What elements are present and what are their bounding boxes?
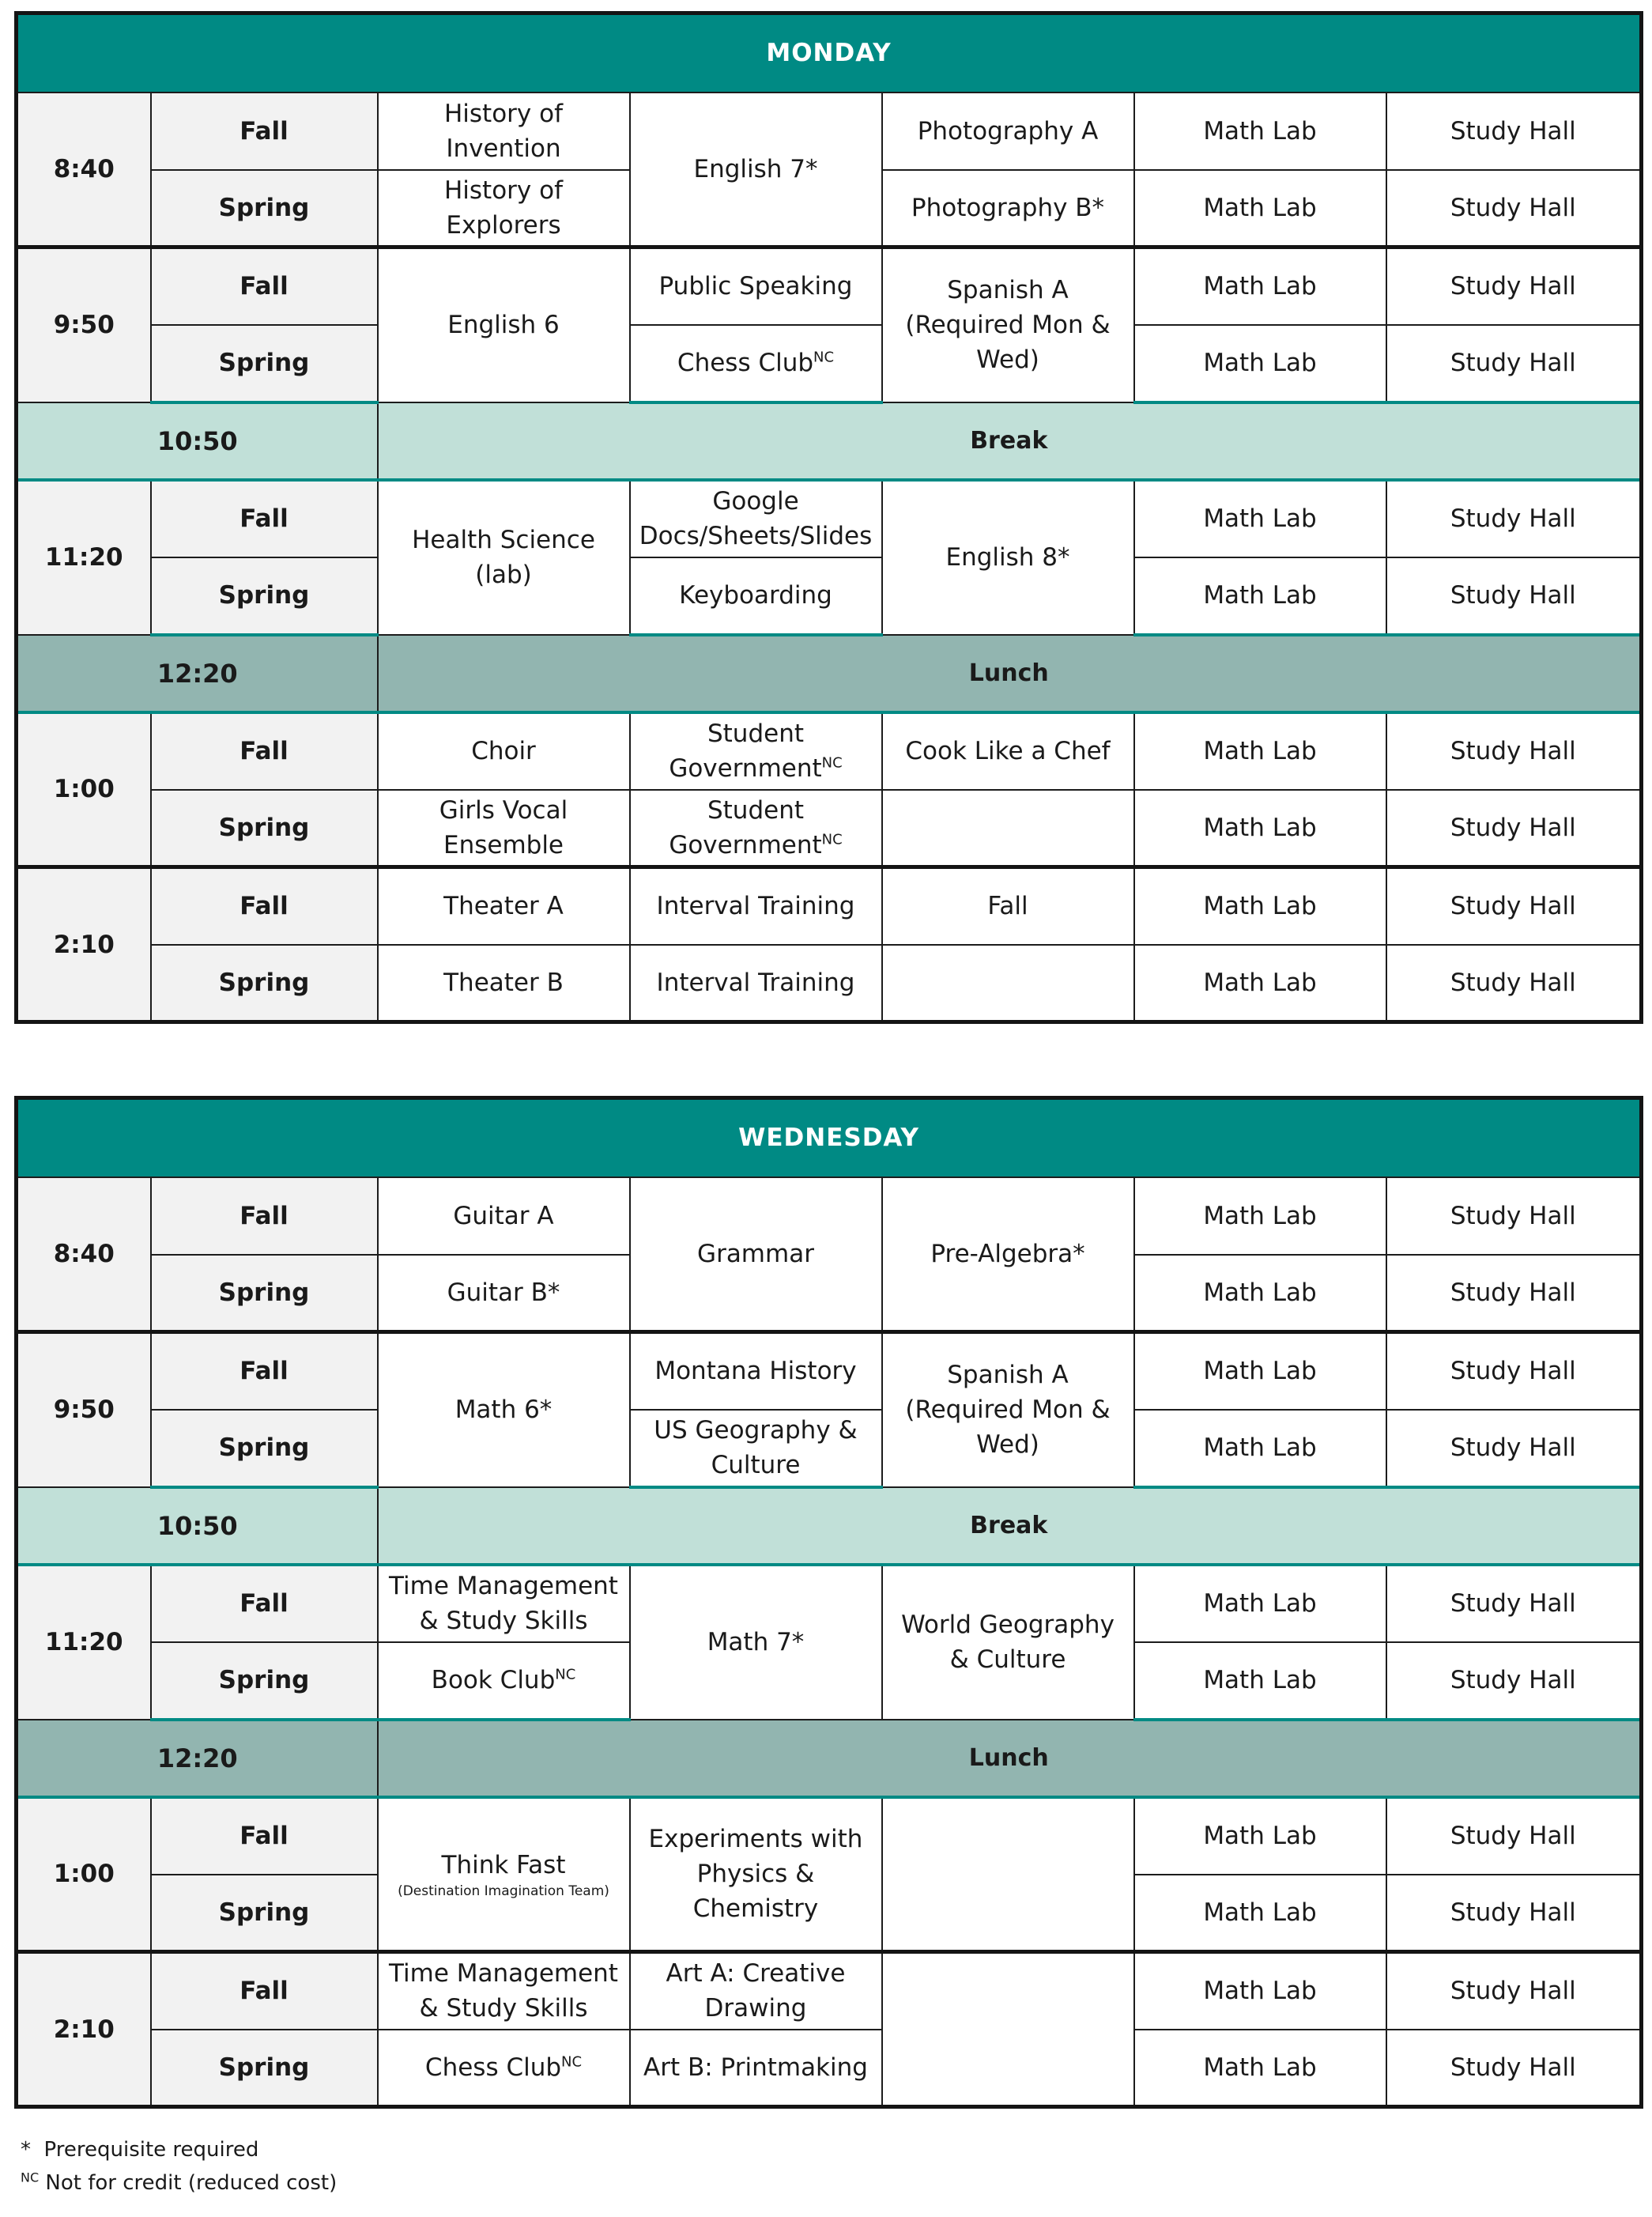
lunch-time: 12:20: [17, 635, 378, 712]
class-cell: Interval Training: [630, 867, 882, 945]
class-cell: Math Lab: [1134, 1565, 1386, 1642]
class-cell: Math Lab: [1134, 247, 1386, 325]
class-cell: Theater A: [378, 867, 630, 945]
class-cell: Experiments with Physics & Chemistry: [630, 1797, 882, 1952]
break-label: Break: [378, 402, 1642, 480]
class-name: Student Government: [669, 795, 822, 859]
class-cell: World Geography & Culture: [882, 1565, 1134, 1720]
fall-label: Fall: [151, 93, 378, 170]
class-cell: Study Hall: [1386, 1642, 1642, 1720]
class-cell: Study Hall: [1386, 867, 1642, 945]
class-cell: Study Hall: [1386, 170, 1642, 247]
time-cell: 8:40: [17, 93, 151, 247]
class-name: Chess Club: [677, 349, 814, 377]
class-cell: Math Lab: [1134, 1642, 1386, 1720]
class-name: Student Government: [669, 719, 822, 783]
spring-label: Spring: [151, 945, 378, 1022]
class-cell: Study Hall: [1386, 1410, 1642, 1487]
time-cell: 2:10: [17, 867, 151, 1022]
class-cell: Math Lab: [1134, 712, 1386, 790]
class-cell: Study Hall: [1386, 2030, 1642, 2107]
time-cell: 1:00: [17, 1797, 151, 1952]
class-cell: Math Lab: [1134, 557, 1386, 635]
spring-label: Spring: [151, 1875, 378, 1952]
legend: [21, 2133, 337, 2200]
class-cell: English 8*: [882, 480, 1134, 635]
spring-label: Spring: [151, 170, 378, 247]
class-cell: History of Explorers: [378, 170, 630, 247]
class-cell: [630, 790, 882, 867]
class-cell: Art B: Printmaking: [630, 2030, 882, 2107]
class-cell: Girls Vocal Ensemble: [378, 790, 630, 867]
fall-label: Fall: [151, 1177, 378, 1255]
class-cell: [630, 325, 882, 402]
class-cell: Math Lab: [1134, 790, 1386, 867]
class-cell: Study Hall: [1386, 1797, 1642, 1875]
class-cell: Math Lab: [1134, 1797, 1386, 1875]
class-cell: Study Hall: [1386, 557, 1642, 635]
lunch-time: 12:20: [17, 1720, 378, 1797]
fall-label: Fall: [151, 1565, 378, 1642]
class-cell: Montana History: [630, 1332, 882, 1410]
class-cell: Study Hall: [1386, 712, 1642, 790]
class-cell: Choir: [378, 712, 630, 790]
class-cell: Spanish A (Required Mon & Wed): [882, 247, 1134, 402]
legend-not-for-credit: [21, 2166, 337, 2200]
class-cell: Study Hall: [1386, 325, 1642, 402]
nc-superscript: NC: [561, 2053, 583, 2071]
class-subtitle: (Destination Imagination Team): [398, 1883, 609, 1900]
class-cell: Study Hall: [1386, 247, 1642, 325]
spring-label: Spring: [151, 325, 378, 402]
class-cell: [882, 790, 1134, 867]
class-cell: English 6: [378, 247, 630, 402]
nc-superscript: NC: [821, 831, 843, 848]
class-cell: Math Lab: [1134, 325, 1386, 402]
break-time: 10:50: [17, 1487, 378, 1565]
class-cell: English 7*: [630, 93, 882, 247]
class-cell: Math Lab: [1134, 1332, 1386, 1410]
class-name: Think Fast: [441, 1851, 566, 1880]
monday-schedule-table: [14, 11, 1643, 1024]
class-cell: Math Lab: [1134, 1410, 1386, 1487]
time-cell: 11:20: [17, 1565, 151, 1720]
wednesday-schedule-table: [14, 1096, 1643, 2109]
class-cell: Math Lab: [1134, 93, 1386, 170]
nc-superscript: NC: [813, 349, 835, 366]
class-cell: Guitar A: [378, 1177, 630, 1255]
spring-label: Spring: [151, 1642, 378, 1720]
class-cell: Study Hall: [1386, 1875, 1642, 1952]
fall-label: Fall: [151, 1952, 378, 2030]
spring-label: Spring: [151, 790, 378, 867]
class-cell: Art A: Creative Drawing: [630, 1952, 882, 2030]
class-cell: Guitar B*: [378, 1255, 630, 1332]
class-cell: Health Science (lab): [378, 480, 630, 635]
fall-label: Fall: [151, 712, 378, 790]
class-cell: Study Hall: [1386, 1255, 1642, 1332]
legend-nc-text: Not for credit (reduced cost): [45, 2171, 338, 2195]
class-cell: [882, 1797, 1134, 1952]
class-cell: Math Lab: [1134, 480, 1386, 557]
class-cell: Math 7*: [630, 1565, 882, 1720]
class-cell: [882, 945, 1134, 1022]
class-cell: Study Hall: [1386, 1332, 1642, 1410]
class-cell: [378, 2030, 630, 2107]
fall-label: Fall: [151, 247, 378, 325]
class-cell: Grammar: [630, 1177, 882, 1332]
class-cell: Math Lab: [1134, 2030, 1386, 2107]
class-cell: Math 6*: [378, 1332, 630, 1487]
legend-prerequisite: [21, 2133, 337, 2166]
time-cell: 8:40: [17, 1177, 151, 1332]
spring-label: Spring: [151, 1255, 378, 1332]
class-cell: Cook Like a Chef: [882, 712, 1134, 790]
class-cell: Interval Training: [630, 945, 882, 1022]
class-cell: [378, 1797, 630, 1952]
class-cell: Math Lab: [1134, 945, 1386, 1022]
lunch-label: Lunch: [378, 635, 1642, 712]
break-time: 10:50: [17, 402, 378, 480]
class-cell: Math Lab: [1134, 1255, 1386, 1332]
class-cell: Study Hall: [1386, 1177, 1642, 1255]
time-cell: 1:00: [17, 712, 151, 867]
spring-label: Spring: [151, 2030, 378, 2107]
monday-title: MONDAY: [17, 13, 1642, 93]
class-cell: Study Hall: [1386, 945, 1642, 1022]
class-cell: Math Lab: [1134, 1177, 1386, 1255]
class-cell: Study Hall: [1386, 93, 1642, 170]
class-cell: [630, 712, 882, 790]
fall-label: Fall: [151, 867, 378, 945]
class-cell: Study Hall: [1386, 480, 1642, 557]
nc-mark: NC: [21, 2170, 40, 2185]
time-cell: 2:10: [17, 1952, 151, 2107]
class-cell: Google Docs/Sheets/Slides: [630, 480, 882, 557]
class-cell: Theater B: [378, 945, 630, 1022]
asterisk-mark: *: [21, 2138, 31, 2162]
nc-superscript: NC: [821, 754, 843, 772]
class-cell: Fall: [882, 867, 1134, 945]
class-cell: History of Invention: [378, 93, 630, 170]
spring-label: Spring: [151, 557, 378, 635]
class-cell: Time Management & Study Skills: [378, 1952, 630, 2030]
class-cell: [378, 1642, 630, 1720]
class-cell: US Geography & Culture: [630, 1410, 882, 1487]
class-name: Chess Club: [424, 2053, 562, 2082]
class-cell: Math Lab: [1134, 170, 1386, 247]
time-cell: 9:50: [17, 247, 151, 402]
class-cell: Time Management & Study Skills: [378, 1565, 630, 1642]
class-cell: Math Lab: [1134, 1952, 1386, 2030]
class-cell: Math Lab: [1134, 1875, 1386, 1952]
spring-label: Spring: [151, 1410, 378, 1487]
class-cell: [882, 1952, 1134, 2107]
class-cell: Study Hall: [1386, 790, 1642, 867]
class-cell: Public Speaking: [630, 247, 882, 325]
time-cell: 9:50: [17, 1332, 151, 1487]
class-name: Book Club: [431, 1666, 556, 1694]
class-cell: Photography B*: [882, 170, 1134, 247]
class-cell: Keyboarding: [630, 557, 882, 635]
fall-label: Fall: [151, 1797, 378, 1875]
wednesday-title: WEDNESDAY: [17, 1098, 1642, 1177]
class-cell: Math Lab: [1134, 867, 1386, 945]
fall-label: Fall: [151, 480, 378, 557]
class-cell: Photography A: [882, 93, 1134, 170]
lunch-label: Lunch: [378, 1720, 1642, 1797]
class-cell: Spanish A (Required Mon & Wed): [882, 1332, 1134, 1487]
fall-label: Fall: [151, 1332, 378, 1410]
time-cell: 11:20: [17, 480, 151, 635]
break-label: Break: [378, 1487, 1642, 1565]
nc-superscript: NC: [555, 1666, 576, 1683]
legend-prerequisite-text: Prerequisite required: [43, 2138, 259, 2162]
class-cell: Pre-Algebra*: [882, 1177, 1134, 1332]
class-cell: Study Hall: [1386, 1565, 1642, 1642]
class-cell: Study Hall: [1386, 1952, 1642, 2030]
